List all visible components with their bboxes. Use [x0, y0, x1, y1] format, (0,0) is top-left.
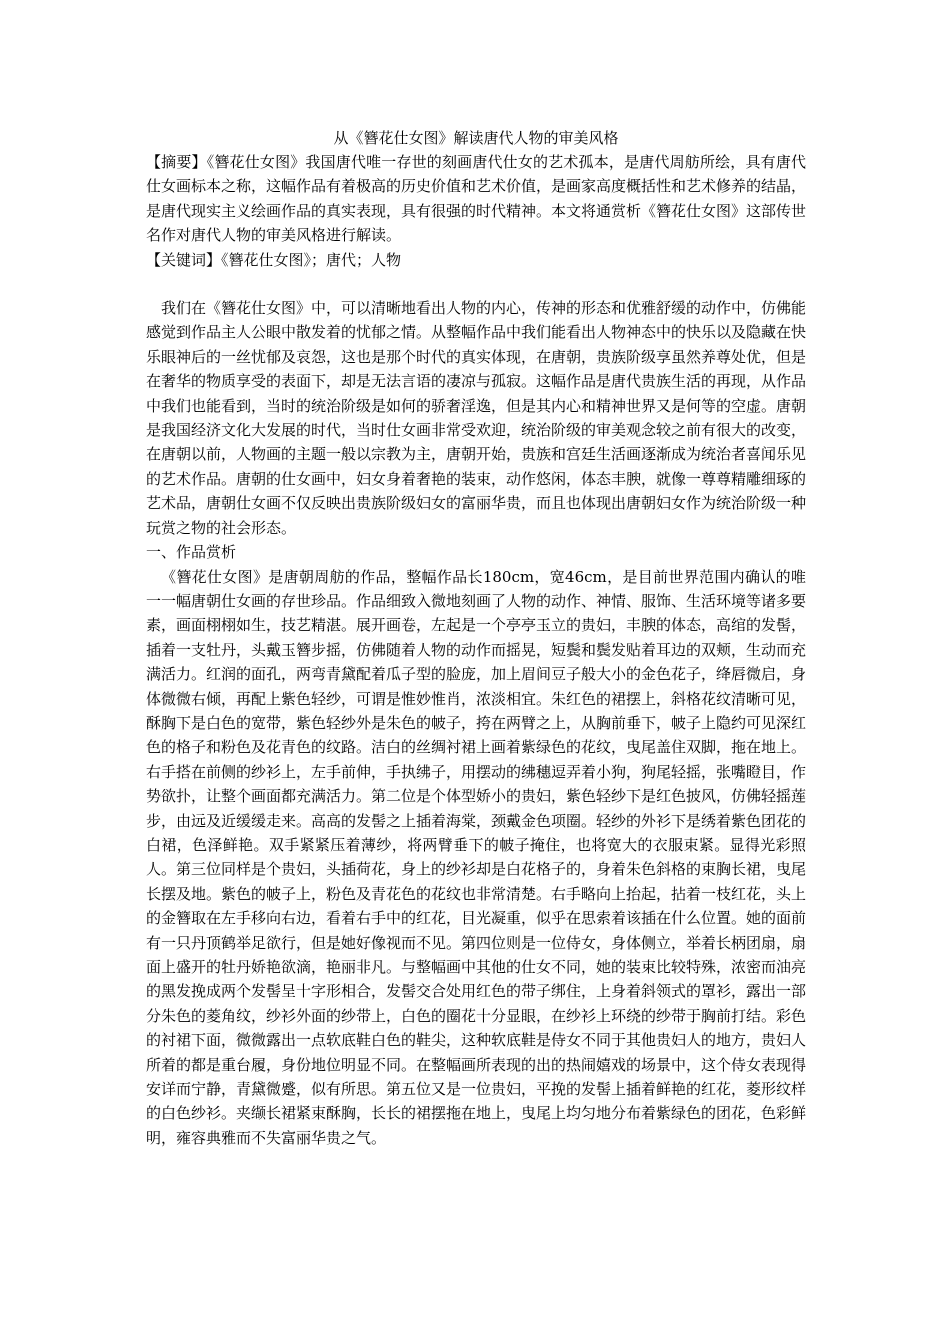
intro-paragraph: 我们在《簪花仕女图》中，可以清晰地看出人物的内心，传神的形态和优雅舒缓的动作中，仿佛能感觉到作品主人公眼中散发着的忧郁之情。从整幅作品中我们能看出人物神态中的快乐以及隐藏在快乐眼神后的一丝忧郁及哀怨，这也是那个时代的真实体现，在唐朝，贵族阶级享虽然养尊处优，但是在奢华的物质享受的表面下，却是无法言语的凄凉与孤寂。这幅作品是唐代贵族生活的再现，从作品中我们也能看到，当时的统治阶级是如何的骄奢淫逸，但是其内心和精神世界又是何等的空虚。唐朝是我国经济文化大发展的时代，当时仕女画非常受欢迎，统治阶级的审美观念较之前有很大的改变，在唐朝以前，人物画的主题一般以宗教为主，唐朝开始，贵族和宫廷生活画逐渐成为统治者喜闻乐见的艺术作品。唐朝的仕女画中，妇女身着奢艳的装束，动作悠闲，体态丰腴，就像一尊尊精雕细琢的艺术品，唐朝仕女画不仅反映出贵族阶级妇女的富丽华贵，而且也体现出唐朝妇女作为统治阶级一种玩赏之物的社会形态。	[146, 299, 807, 537]
section-heading: 一、作品赏析	[146, 543, 237, 562]
keywords-paragraph: 【关键词】《簪花仕女图》；唐代；人物	[146, 250, 402, 269]
section-body-paragraph: 《簪花仕女图》是唐朝周舫的作品，整幅作品长180cm，宽46cm，是目前世界范围内确认的唯一一幅唐朝仕女画的存世珍品。作品细致入微地刻画了人物的动作、神情、服饰、生活环境等诸多要素，画面栩栩如生，技艺精湛。展开画卷，左起是一个亭亭玉立的贵妇，丰腴的体态，高绾的发髻，插着一支牡丹，头戴玉簪步摇，仿佛随着人物的动作而摇晃，短鬓和鬓发贴着耳边的双颊，生动而充满活力。红润的面孔，两弯青黛配着瓜子型的脸庞，加上眉间豆子般大小的金色花子，绛唇微启，身体微微右倾，再配上紫色轻纱，可谓是惟妙惟肖，浓淡相宜。朱红色的裙摆上，斜格花纹清晰可见，酥胸下是白色的宽带，紫色轻纱外是朱色的帔子，挎在两臂之上，从胸前垂下，帔子上隐约可见深红色的格子和粉色及花青色的纹路。洁白的丝绸衬裙上画着紫绿色的花纹，曳尾盖住双脚，拖在地上。右手搭在前侧的纱衫上，左手前伸，手执绋子，用摆动的绋穗逗弄着小狗，狗尾轻摇，张嘴瞪目，作势欲扑，让整个画面都充满活力。第二位是个体型娇小的贵妇，紫色轻纱下是红色披风，仿佛轻摇莲步，由远及近缓缓走来。高高的发髻之上插着海棠，颈戴金色项圈。轻纱的外衫下是绣着紫色团花的白裙，色泽鲜艳。双手紧紧压着薄纱，将两臂垂下的帔子掩住，也将宽大的衣服束紧。显得光彩照人。第三位同样是个贵妇，头插荷花，身上的纱衫却是白花格子的，身着朱色斜格的束胸长裙，曳尾长摆及地。紫色的帔子上，粉色及青花色的花纹也非常清楚。右手略向上抬起，拈着一枝红花，头上的金簪取在左手移向右边，看着右手中的红花，目光凝重，似乎在思索着该插在什么位置。她的面前有一只丹顶鹤举足欲行，但是她好像视而不见。第四位则是一位侍女，身体侧立，举着长柄团扇，扇面上盛开的牡丹娇艳欲滴，艳丽非凡。与整幅画中其他的仕女不同，她的装束比较特殊，浓密而油亮的黑发挽成两个发髻呈十字形相合，发髻交合处用红色的带子绑住，上身着斜领式的罩衫，露出一部分朱色的菱角纹，纱衫外面的纱带上，白色的圈花十分显眼，在纱衫上环绕的纱带于胸前打结。彩色的衬裙下面，微微露出一点软底鞋白色的鞋尖，这种软底鞋是侍女不同于其他贵妇人的地方，贵妇人所着的都是重台履，身份地位明显不同。在整幅画所表现的出的热闹嬉戏的场景中，这个侍女表现得安详而宁静，青黛微蹙，似有所思。第五位又是一位贵妇，平挽的发髻上插着鲜艳的红花，菱形纹样的白色纱衫。夹缬长裙紧束酥胸，长长的裙摆拖在地上，曳尾上均匀地分布着紫绿色的团花，色彩鲜明，雍容典雅而不失富丽华贵之气。	[146, 567, 807, 1147]
document-page	[146, 126, 806, 1150]
abstract-paragraph: 【摘要】《簪花仕女图》我国唐代唯一存世的刻画唐代仕女的艺术孤本，是唐代周舫所绘，具有唐代仕女画标本之称，这幅作品有着极高的历史价值和艺术价值，是画家高度概括性和艺术修养的结晶，是唐代现实主义绘画作品的真实表现，具有很强的时代精神。本文将通赏析《簪花仕女图》这部传世名作对唐代人物的审美风格进行解读。	[146, 153, 807, 245]
blank-line	[146, 272, 806, 296]
document-title: 从《簪花仕女图》解读唐代人物的审美风格	[333, 129, 619, 147]
